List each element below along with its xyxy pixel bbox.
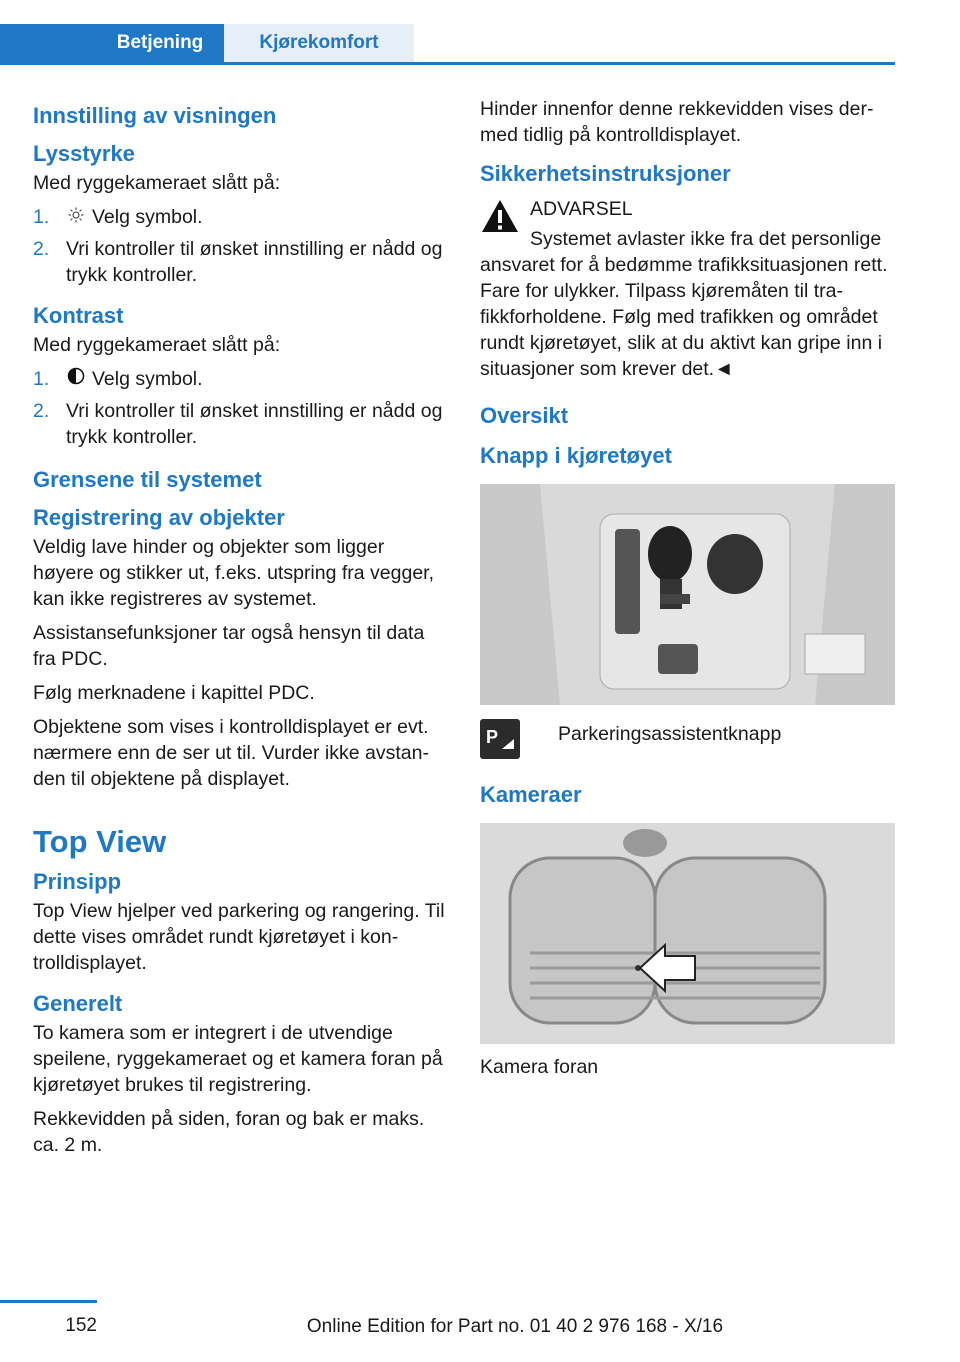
kontrast-steps bbox=[33, 366, 448, 450]
paragraph: Veldig lave hinder og objekter som ligger høyere og stikker ut, f.eks. utspring fra vegger, kan ikke registreres av systemet. bbox=[33, 536, 435, 610]
paragraph: Hinder innenfor denne rekkevidden vises dermed tidlig på kontrolldisplayet. bbox=[480, 98, 874, 146]
lysstyrke-intro: Med ryggekameraet slått på: bbox=[33, 172, 281, 194]
warning-triangle-icon bbox=[480, 198, 520, 234]
warning-text: Systemet avlaster ikke fra det personlige ansvaret for å bedømme trafikksituasjonen rett. Fare for ulykker. Tilpass kjøremåten til trafikkforholdene. Følg med trafikken og området rundt kjøretøyet, slik at du aktivt kan gripe inn i situasjoner som krever det.◄ bbox=[480, 228, 888, 380]
camera-photo bbox=[480, 823, 895, 1044]
heading-visning: Innstilling av visningen bbox=[33, 103, 277, 128]
contrast-icon bbox=[66, 366, 86, 392]
step-number: 2. bbox=[33, 238, 50, 260]
tab-kjorekomfort[interactable] bbox=[224, 24, 414, 62]
list-item bbox=[33, 204, 448, 230]
paragraph: Følg merknadene i kapittel PDC. bbox=[33, 682, 315, 704]
heading-kontrast: Kontrast bbox=[33, 303, 124, 328]
heading-sikkerhet: Sikkerhetsinstruksjoner bbox=[480, 161, 731, 186]
tab-betjening-label: Betjening bbox=[116, 32, 204, 53]
lysstyrke-steps bbox=[33, 204, 448, 288]
brightness-icon bbox=[66, 204, 86, 230]
heading-knapp: Knapp i kjøretøyet bbox=[480, 443, 672, 468]
paragraph: Objektene som vises i kontrolldisplayet er evt. nærmere enn de ser ut til. Vurder ikke avstanden til objektene på displayet. bbox=[33, 716, 429, 790]
tab-kjorekomfort-label: Kjørekomfort bbox=[259, 32, 379, 53]
step-text: Vri kontroller til ønsket innstilling er nådd og trykk kontroller. bbox=[66, 238, 443, 286]
step-number: 2. bbox=[33, 400, 50, 422]
warning-title: ADVARSEL bbox=[530, 198, 633, 220]
page-number-text: 152 bbox=[65, 1315, 97, 1336]
list-item bbox=[33, 236, 448, 288]
paragraph: To kamera som er integrert i de utvendige speilene, ryggekameraet og et kamera foran på kjøretøyet brukes til registrering. bbox=[33, 1022, 443, 1096]
heading-oversikt: Oversikt bbox=[480, 403, 569, 428]
paragraph: Assistansefunksjoner tar også hensyn til data fra PDC. bbox=[33, 622, 425, 670]
heading-registrering: Registrering av objekter bbox=[33, 505, 285, 530]
caption-text: Parkeringsassistentknapp bbox=[558, 723, 782, 745]
svg-text:P: P bbox=[486, 727, 499, 747]
kontrast-intro: Med ryggekameraet slått på: bbox=[33, 334, 281, 356]
paragraph: Rekkevidden på siden, foran og bak er maks. ca. 2 m. bbox=[33, 1108, 425, 1156]
edition-footer bbox=[0, 1316, 960, 1338]
left-column bbox=[33, 96, 448, 1166]
edition-text: Online Edition for Part no. 01 40 2 976 168 - X/16 bbox=[306, 1316, 724, 1337]
step-text: Velg symbol. bbox=[92, 206, 203, 228]
button-caption bbox=[480, 715, 895, 765]
step-text: Vri kontroller til ønsket innstilling er nådd og trykk kontroller. bbox=[66, 400, 443, 448]
heading-grensene: Grensene til systemet bbox=[33, 467, 262, 492]
heading-generelt: Generelt bbox=[33, 991, 123, 1016]
step-number: 1. bbox=[33, 206, 50, 228]
chapter-tabs bbox=[0, 24, 895, 65]
heading-top-view: Top View bbox=[33, 824, 167, 859]
console-photo bbox=[480, 484, 895, 705]
list-item bbox=[33, 366, 448, 392]
camera-caption: Kamera foran bbox=[480, 1056, 599, 1078]
tab-betjening[interactable] bbox=[0, 24, 224, 62]
heading-lysstyrke: Lysstyrke bbox=[33, 141, 135, 166]
parking-assistant-icon bbox=[480, 719, 520, 759]
step-number: 1. bbox=[33, 368, 50, 390]
step-text: Velg symbol. bbox=[92, 368, 203, 390]
right-column bbox=[480, 96, 895, 1088]
heading-prinsipp: Prinsipp bbox=[33, 869, 122, 894]
heading-kameraer: Kameraer bbox=[480, 782, 582, 807]
warning-block bbox=[480, 196, 895, 382]
paragraph: Top View hjelper ved parkering og rangering. Til dette vises området rundt kjøretøyet i kontrolldisplayet. bbox=[33, 900, 445, 974]
list-item bbox=[33, 398, 448, 450]
